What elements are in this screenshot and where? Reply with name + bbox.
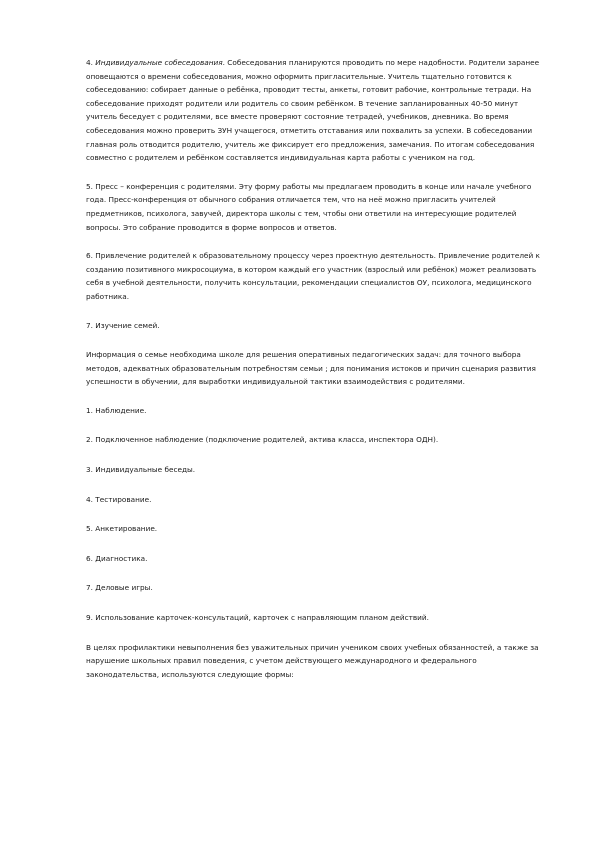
list-item: 7. Деловые игры. bbox=[86, 583, 153, 593]
paragraph-family-information: Информация о семье необходима школе для решения оперативных педагогических задач: для точного выбора методов, адекватных образовательным потребностям семьи ; для понимания истоков и причин сценария развития успешности в обучении, для выработки индивидуальной тактики взаимодействия с родителями. bbox=[86, 350, 536, 387]
paragraph-lead-italic: Индивидуальные собеседования bbox=[95, 58, 223, 67]
paragraph-project-activity: 6. Привлечение родителей к образовательному процессу через проектную деятельность. Привлечение родителей к созданию позитивного микросоциума, в котором каждый его участник (взрослый или ребёнок) может реализовать себя в учебной деятельности, получить консультации, рекомендации специалистов ОУ, психолога, медицинского работника. bbox=[86, 251, 540, 301]
list-item: 4. Тестирование. bbox=[86, 494, 152, 504]
paragraph-family-study-heading: 7. Изучение семей. bbox=[86, 320, 160, 330]
list-item: 5. Анкетирование. bbox=[86, 524, 158, 534]
list-item: 3. Индивидуальные беседы. bbox=[86, 465, 196, 475]
paragraph-press-conference: 5. Пресс – конференция с родителями. Эту форму работы мы предлагаем проводить в конце или начале учебного года. Пресс-конференция от обычного собрания отличается тем, что на неё можно пригласить учителей предметников, психолога, завучей, директора школы с тем, чтобы они ответили на интересующие родителей вопросы. Это собрание проводится в форме вопросов и ответов. bbox=[86, 181, 532, 232]
document-page bbox=[86, 56, 548, 696]
list-item: 1. Наблюдение. bbox=[86, 405, 147, 415]
list-item: 2. Подключенное наблюдение (подключение родителей, актива класса, инспектора ОДН). bbox=[86, 435, 439, 445]
paragraph-text: . Собеседования планируются проводить по мере надобности. Родители заранее оповещаются о времени собеседования, можно оформить пригласительные. Учитель тщательно готовится к собеседованию: собирает данные о ребёнка, проводит тесты, анкеты, готовит рабочие, контрольные тетради. На собеседование приходят родители или родитель со своим ребёнком. В течение запланированных 40-50 минут учитель беседует с родителями, все вместе проверяют состояние тетрадей, учебников, дневника. Во время собеседования можно проверить ЗУН учащегося, отметить отставания или похвалить за успехи. В собеседовании главная роль отводится родителю, учитель же фиксирует его предложения, замечания. По итогам собеседования совместно с родителем и ребёнком составляется индивидуальная карта работы с учеником на год. bbox=[86, 58, 540, 163]
paragraph-lead: 4. bbox=[86, 58, 96, 67]
paragraph-prevention-forms: В целях профилактики невыполнения без уважительных причин учеником своих учебных обязанностей, а также за нарушение школьных правил поведения, с учетом действующего международного и федерального законодательства, используются следующие формы: bbox=[86, 642, 539, 679]
list-item: 6. Диагностика. bbox=[86, 553, 148, 563]
list-item: 9. Использование карточек-консультаций, карточек с направляющим планом действий. bbox=[86, 613, 429, 623]
paragraph-individual-interviews bbox=[86, 56, 548, 165]
